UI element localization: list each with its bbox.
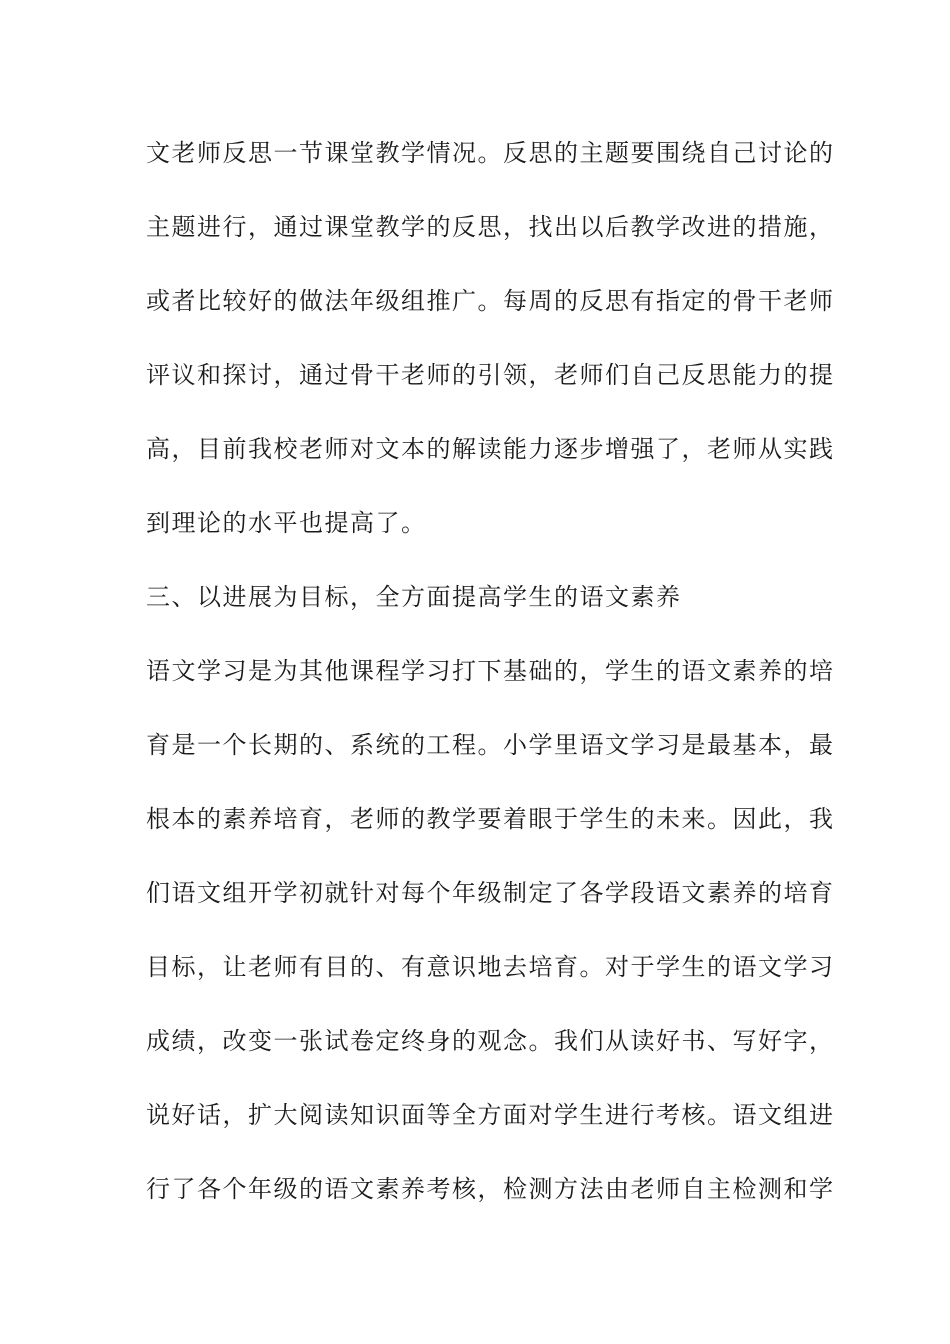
text-line: 成绩，改变一张试卷定终身的观念。我们从读好书、写好字， [146,1027,835,1055]
text-line: 育是一个长期的、系统的工程。小学里语文学习是最基本，最 [146,731,835,759]
text-line: 文老师反思一节课堂教学情况。反思的主题要围绕自己讨论的 [146,139,835,167]
paragraph-end-line: 到理论的水平也提高了。 [146,509,427,537]
text-line: 们语文组开学初就针对每个年级制定了各学段语文素养的培育 [146,879,835,907]
text-line: 说好话，扩大阅读知识面等全方面对学生进行考核。语文组进 [146,1101,835,1129]
text-line: 评议和探讨，通过骨干老师的引领，老师们自己反思能力的提 [146,361,835,389]
text-line: 或者比较好的做法年级组推广。每周的反思有指定的骨干老师 [146,287,835,315]
document-body [146,128,835,1238]
text-line: 主题进行，通过课堂教学的反思，找出以后教学改进的措施， [146,213,835,241]
text-line: 目标，让老师有目的、有意识地去培育。对于学生的语文学习 [146,953,835,981]
text-line: 行了各个年级的语文素养考核，检测方法由老师自主检测和学 [146,1175,835,1203]
section-heading: 三、以进展为目标，全方面提高学生的语文素养 [146,583,682,611]
text-line: 根本的素养培育，老师的教学要着眼于学生的未来。因此，我 [146,805,835,833]
text-line: 高，目前我校老师对文本的解读能力逐步增强了，老师从实践 [146,435,835,463]
text-line: 语文学习是为其他课程学习打下基础的，学生的语文素养的培 [146,657,835,685]
